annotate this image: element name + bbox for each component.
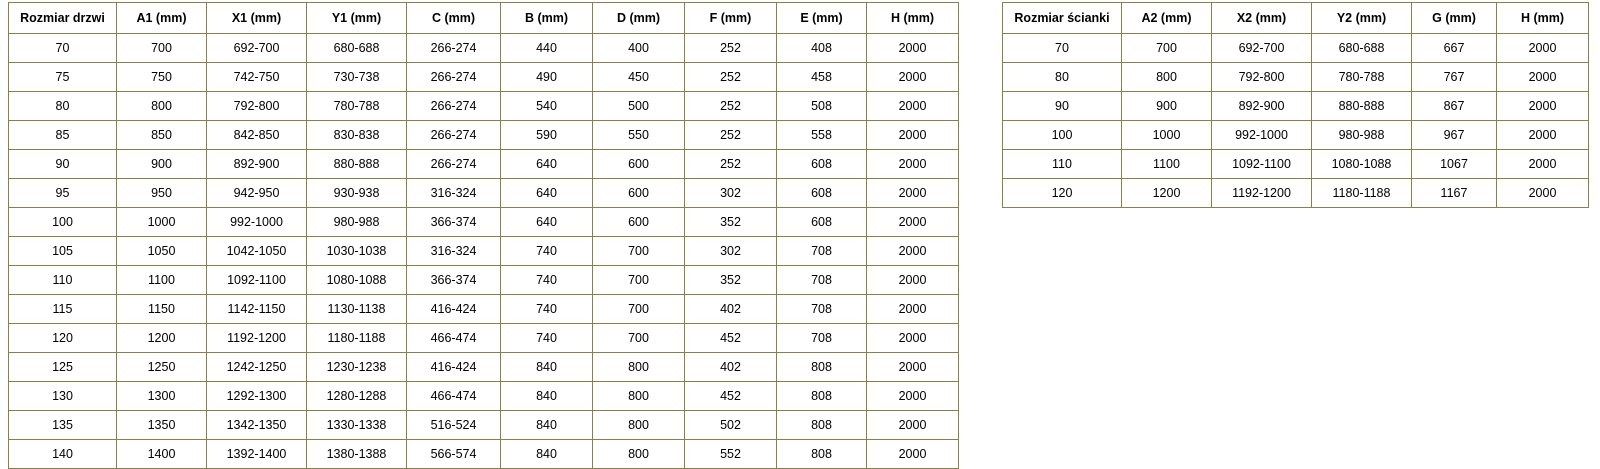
doors-table-cell: 1150 <box>117 295 207 324</box>
doors-table-cell: 800 <box>593 440 685 469</box>
doors-table-cell: 780-788 <box>307 92 407 121</box>
doors-table-cell: 1100 <box>117 266 207 295</box>
walls-table-column-header: Y2 (mm) <box>1312 3 1412 34</box>
doors-table-cell: 840 <box>501 382 593 411</box>
table-header-row <box>9 3 959 34</box>
doors-table-cell: 2000 <box>867 92 959 121</box>
doors-table-cell: 640 <box>501 150 593 179</box>
walls-table-cell: 900 <box>1122 92 1212 121</box>
table-row <box>9 295 959 324</box>
doors-table-cell: 2000 <box>867 34 959 63</box>
doors-table-cell: 366-374 <box>407 266 501 295</box>
doors-table-column-header: F (mm) <box>685 3 777 34</box>
doors-table-cell: 800 <box>593 382 685 411</box>
doors-table-column-header: A1 (mm) <box>117 3 207 34</box>
doors-table-cell: 416-424 <box>407 353 501 382</box>
doors-table-cell: 550 <box>593 121 685 150</box>
doors-table-cell: 266-274 <box>407 121 501 150</box>
doors-table-cell: 792-800 <box>207 92 307 121</box>
table-header-row <box>1003 3 1589 34</box>
doors-table-cell: 100 <box>9 208 117 237</box>
walls-table-cell: 800 <box>1122 63 1212 92</box>
doors-table-cell: 700 <box>593 266 685 295</box>
doors-table-cell: 566-574 <box>407 440 501 469</box>
walls-table-cell: 2000 <box>1497 34 1589 63</box>
doors-table-cell: 950 <box>117 179 207 208</box>
doors-table-cell: 352 <box>685 266 777 295</box>
doors-table-cell: 316-324 <box>407 237 501 266</box>
doors-table-cell: 740 <box>501 295 593 324</box>
doors-table-cell: 452 <box>685 324 777 353</box>
doors-table-cell: 266-274 <box>407 34 501 63</box>
doors-table-cell: 400 <box>593 34 685 63</box>
doors-table-cell: 1342-1350 <box>207 411 307 440</box>
doors-dimensions-table <box>8 2 959 469</box>
doors-table-cell: 800 <box>593 411 685 440</box>
walls-table-cell: 1100 <box>1122 150 1212 179</box>
walls-table-cell: 992-1000 <box>1212 121 1312 150</box>
doors-table-cell: 1050 <box>117 237 207 266</box>
table-row <box>9 411 959 440</box>
doors-table-cell: 508 <box>777 92 867 121</box>
walls-table-cell: 680-688 <box>1312 34 1412 63</box>
doors-table-cell: 1242-1250 <box>207 353 307 382</box>
doors-table-cell: 1042-1050 <box>207 237 307 266</box>
doors-table-cell: 750 <box>117 63 207 92</box>
doors-table-cell: 352 <box>685 208 777 237</box>
walls-table-cell: 980-988 <box>1312 121 1412 150</box>
walls-table-cell: 80 <box>1003 63 1122 92</box>
doors-table-cell: 115 <box>9 295 117 324</box>
doors-table-cell: 640 <box>501 179 593 208</box>
doors-table-cell: 808 <box>777 411 867 440</box>
doors-table-cell: 416-424 <box>407 295 501 324</box>
table-row <box>9 266 959 295</box>
walls-table-header <box>1003 3 1589 34</box>
doors-table-cell: 590 <box>501 121 593 150</box>
doors-table-cell: 516-524 <box>407 411 501 440</box>
doors-table-cell: 692-700 <box>207 34 307 63</box>
doors-table-cell: 490 <box>501 63 593 92</box>
walls-table-cell: 1092-1100 <box>1212 150 1312 179</box>
walls-table-cell: 2000 <box>1497 179 1589 208</box>
doors-table-cell: 1142-1150 <box>207 295 307 324</box>
doors-table-cell: 608 <box>777 208 867 237</box>
doors-table-cell: 830-838 <box>307 121 407 150</box>
doors-table-cell: 402 <box>685 295 777 324</box>
walls-table-column-header: H (mm) <box>1497 3 1589 34</box>
doors-table-cell: 2000 <box>867 266 959 295</box>
doors-table-cell: 450 <box>593 63 685 92</box>
doors-table-cell: 252 <box>685 121 777 150</box>
table-row <box>9 34 959 63</box>
doors-table-cell: 80 <box>9 92 117 121</box>
doors-table-cell: 1380-1388 <box>307 440 407 469</box>
walls-table-cell: 692-700 <box>1212 34 1312 63</box>
doors-table-cell: 452 <box>685 382 777 411</box>
doors-table-cell: 502 <box>685 411 777 440</box>
doors-table-cell: 1230-1238 <box>307 353 407 382</box>
walls-dimensions-table-container <box>1002 2 1589 208</box>
doors-table-header <box>9 3 959 34</box>
doors-table-cell: 408 <box>777 34 867 63</box>
doors-table-cell: 608 <box>777 150 867 179</box>
doors-table-cell: 75 <box>9 63 117 92</box>
doors-table-cell: 992-1000 <box>207 208 307 237</box>
doors-table-cell: 366-374 <box>407 208 501 237</box>
doors-table-cell: 892-900 <box>207 150 307 179</box>
walls-table-cell: 1200 <box>1122 179 1212 208</box>
doors-table-cell: 2000 <box>867 324 959 353</box>
doors-table-cell: 466-474 <box>407 324 501 353</box>
doors-table-cell: 608 <box>777 179 867 208</box>
doors-table-cell: 2000 <box>867 150 959 179</box>
doors-table-cell: 252 <box>685 92 777 121</box>
doors-dimensions-table-container <box>8 2 959 469</box>
walls-table-cell: 2000 <box>1497 63 1589 92</box>
doors-table-cell: 120 <box>9 324 117 353</box>
doors-table-column-header: C (mm) <box>407 3 501 34</box>
doors-table-cell: 708 <box>777 324 867 353</box>
doors-table-cell: 135 <box>9 411 117 440</box>
table-row <box>9 63 959 92</box>
table-row <box>9 121 959 150</box>
doors-table-cell: 1400 <box>117 440 207 469</box>
doors-table-cell: 458 <box>777 63 867 92</box>
doors-table-cell: 252 <box>685 63 777 92</box>
doors-table-cell: 1200 <box>117 324 207 353</box>
doors-table-cell: 90 <box>9 150 117 179</box>
doors-table-cell: 440 <box>501 34 593 63</box>
table-row <box>1003 92 1589 121</box>
doors-table-cell: 700 <box>593 295 685 324</box>
walls-dimensions-table <box>1002 2 1589 208</box>
walls-table-body <box>1003 34 1589 208</box>
doors-table-column-header: D (mm) <box>593 3 685 34</box>
walls-table-cell: 767 <box>1412 63 1497 92</box>
doors-table-column-header: B (mm) <box>501 3 593 34</box>
doors-table-cell: 125 <box>9 353 117 382</box>
doors-table-cell: 95 <box>9 179 117 208</box>
table-row <box>9 92 959 121</box>
doors-table-cell: 302 <box>685 179 777 208</box>
doors-table-cell: 808 <box>777 382 867 411</box>
table-row <box>1003 63 1589 92</box>
walls-table-cell: 1067 <box>1412 150 1497 179</box>
walls-table-cell: 880-888 <box>1312 92 1412 121</box>
doors-table-cell: 1250 <box>117 353 207 382</box>
doors-table-cell: 266-274 <box>407 92 501 121</box>
doors-table-column-header: X1 (mm) <box>207 3 307 34</box>
doors-table-cell: 930-938 <box>307 179 407 208</box>
walls-table-cell: 110 <box>1003 150 1122 179</box>
doors-table-cell: 700 <box>593 324 685 353</box>
doors-table-cell: 840 <box>501 353 593 382</box>
doors-table-cell: 842-850 <box>207 121 307 150</box>
doors-table-cell: 110 <box>9 266 117 295</box>
doors-table-column-header: Rozmiar drzwi <box>9 3 117 34</box>
walls-table-column-header: Rozmiar ścianki <box>1003 3 1122 34</box>
walls-table-cell: 90 <box>1003 92 1122 121</box>
table-row <box>9 353 959 382</box>
doors-table-cell: 140 <box>9 440 117 469</box>
doors-table-cell: 1080-1088 <box>307 266 407 295</box>
doors-table-body <box>9 34 959 469</box>
doors-table-cell: 2000 <box>867 411 959 440</box>
doors-table-cell: 1000 <box>117 208 207 237</box>
doors-table-cell: 730-738 <box>307 63 407 92</box>
walls-table-cell: 1192-1200 <box>1212 179 1312 208</box>
table-row <box>9 237 959 266</box>
doors-table-cell: 2000 <box>867 382 959 411</box>
walls-table-cell: 792-800 <box>1212 63 1312 92</box>
table-row <box>9 324 959 353</box>
table-row <box>9 208 959 237</box>
doors-table-cell: 1092-1100 <box>207 266 307 295</box>
doors-table-cell: 540 <box>501 92 593 121</box>
table-row <box>1003 179 1589 208</box>
doors-table-cell: 880-888 <box>307 150 407 179</box>
doors-table-column-header: Y1 (mm) <box>307 3 407 34</box>
doors-table-cell: 2000 <box>867 237 959 266</box>
doors-table-cell: 2000 <box>867 121 959 150</box>
doors-table-cell: 2000 <box>867 440 959 469</box>
table-row <box>9 382 959 411</box>
doors-table-cell: 2000 <box>867 208 959 237</box>
doors-table-cell: 740 <box>501 324 593 353</box>
doors-table-cell: 600 <box>593 150 685 179</box>
walls-table-column-header: G (mm) <box>1412 3 1497 34</box>
doors-table-cell: 1192-1200 <box>207 324 307 353</box>
walls-table-cell: 120 <box>1003 179 1122 208</box>
walls-table-cell: 1000 <box>1122 121 1212 150</box>
walls-table-cell: 1167 <box>1412 179 1497 208</box>
doors-table-column-header: E (mm) <box>777 3 867 34</box>
doors-table-cell: 742-750 <box>207 63 307 92</box>
doors-table-cell: 1350 <box>117 411 207 440</box>
table-row <box>1003 121 1589 150</box>
doors-table-cell: 808 <box>777 440 867 469</box>
table-row <box>9 179 959 208</box>
table-row <box>9 150 959 179</box>
doors-table-cell: 740 <box>501 266 593 295</box>
doors-table-cell: 70 <box>9 34 117 63</box>
doors-table-cell: 316-324 <box>407 179 501 208</box>
doors-table-cell: 800 <box>593 353 685 382</box>
doors-table-cell: 105 <box>9 237 117 266</box>
doors-table-cell: 708 <box>777 295 867 324</box>
walls-table-cell: 100 <box>1003 121 1122 150</box>
doors-table-cell: 980-988 <box>307 208 407 237</box>
doors-table-cell: 700 <box>117 34 207 63</box>
doors-table-column-header: H (mm) <box>867 3 959 34</box>
doors-table-cell: 130 <box>9 382 117 411</box>
doors-table-cell: 252 <box>685 150 777 179</box>
walls-table-cell: 1080-1088 <box>1312 150 1412 179</box>
doors-table-cell: 808 <box>777 353 867 382</box>
doors-table-cell: 266-274 <box>407 63 501 92</box>
doors-table-cell: 840 <box>501 411 593 440</box>
doors-table-cell: 942-950 <box>207 179 307 208</box>
doors-table-cell: 600 <box>593 208 685 237</box>
doors-table-cell: 800 <box>117 92 207 121</box>
doors-table-cell: 700 <box>593 237 685 266</box>
doors-table-cell: 252 <box>685 34 777 63</box>
doors-table-cell: 1280-1288 <box>307 382 407 411</box>
doors-table-cell: 600 <box>593 179 685 208</box>
doors-table-cell: 1330-1338 <box>307 411 407 440</box>
doors-table-cell: 1392-1400 <box>207 440 307 469</box>
walls-table-cell: 667 <box>1412 34 1497 63</box>
walls-table-cell: 2000 <box>1497 150 1589 179</box>
doors-table-cell: 740 <box>501 237 593 266</box>
walls-table-cell: 2000 <box>1497 92 1589 121</box>
doors-table-cell: 1180-1188 <box>307 324 407 353</box>
doors-table-cell: 640 <box>501 208 593 237</box>
doors-table-cell: 266-274 <box>407 150 501 179</box>
doors-table-cell: 402 <box>685 353 777 382</box>
doors-table-cell: 708 <box>777 266 867 295</box>
doors-table-cell: 2000 <box>867 63 959 92</box>
doors-table-cell: 558 <box>777 121 867 150</box>
doors-table-cell: 302 <box>685 237 777 266</box>
doors-table-cell: 552 <box>685 440 777 469</box>
doors-table-cell: 2000 <box>867 295 959 324</box>
table-row <box>1003 150 1589 179</box>
walls-table-cell: 892-900 <box>1212 92 1312 121</box>
walls-table-cell: 1180-1188 <box>1312 179 1412 208</box>
doors-table-cell: 1300 <box>117 382 207 411</box>
walls-table-cell: 780-788 <box>1312 63 1412 92</box>
doors-table-cell: 2000 <box>867 353 959 382</box>
doors-table-cell: 850 <box>117 121 207 150</box>
walls-table-cell: 2000 <box>1497 121 1589 150</box>
doors-table-cell: 1292-1300 <box>207 382 307 411</box>
doors-table-cell: 85 <box>9 121 117 150</box>
walls-table-cell: 700 <box>1122 34 1212 63</box>
doors-table-cell: 900 <box>117 150 207 179</box>
walls-table-cell: 867 <box>1412 92 1497 121</box>
doors-table-cell: 2000 <box>867 179 959 208</box>
walls-table-column-header: A2 (mm) <box>1122 3 1212 34</box>
doors-table-cell: 1030-1038 <box>307 237 407 266</box>
doors-table-cell: 500 <box>593 92 685 121</box>
doors-table-cell: 1130-1138 <box>307 295 407 324</box>
walls-table-cell: 70 <box>1003 34 1122 63</box>
doors-table-cell: 680-688 <box>307 34 407 63</box>
walls-table-cell: 967 <box>1412 121 1497 150</box>
doors-table-cell: 466-474 <box>407 382 501 411</box>
doors-table-cell: 840 <box>501 440 593 469</box>
doors-table-cell: 708 <box>777 237 867 266</box>
table-row <box>1003 34 1589 63</box>
table-row <box>9 440 959 469</box>
walls-table-column-header: X2 (mm) <box>1212 3 1312 34</box>
